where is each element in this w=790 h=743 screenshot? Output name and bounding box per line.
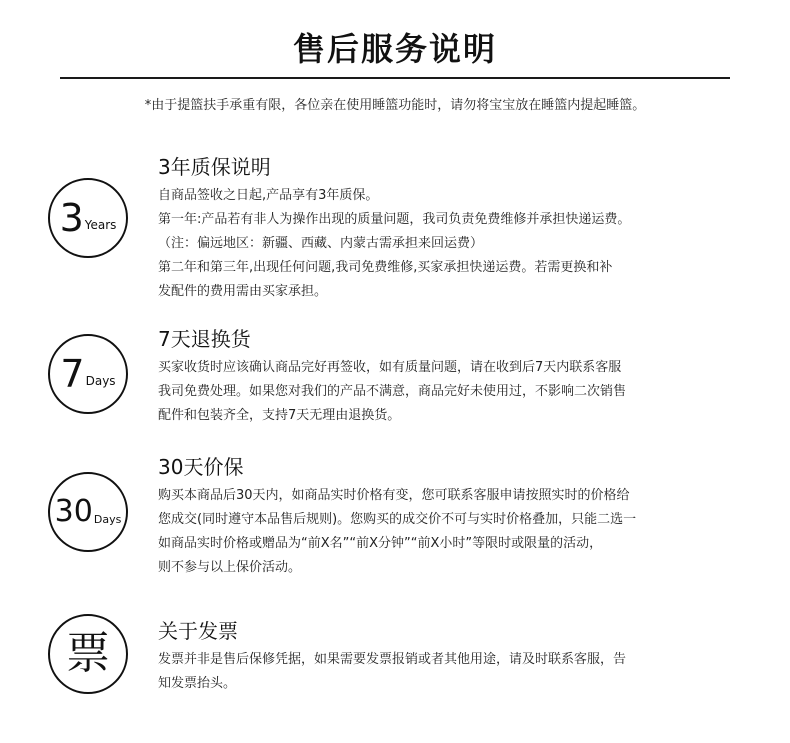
text-line: （注：偏远地区：新疆、西藏、内蒙古需承担来回运费） — [158, 236, 484, 251]
section-heading: 7天退换货 — [158, 327, 251, 351]
text-line: 知发票抬头。 — [158, 676, 237, 691]
text-line: 购买本商品后30天内，如商品实时价格有变，您可联系客服申请按照实时的价格给 — [158, 488, 630, 503]
section-heading: 关于发票 — [158, 619, 238, 643]
text-line: 发配件的费用需由买家承担。 — [158, 284, 328, 299]
text-line: 发票并非是售后保修凭据，如果需要发票报销或者其他用途，请及时联系客服，告 — [158, 652, 627, 667]
text-line: 买家收货时应该确认商品完好再签收，如有质量问题，请在收到后7天内联系客服 — [158, 360, 622, 375]
section-content — [158, 154, 748, 304]
section-content — [158, 326, 748, 428]
badge-unit: Days — [85, 374, 116, 388]
title-divider — [60, 77, 730, 79]
page-title: 售后服务说明 — [292, 30, 497, 68]
text-line: 如商品实时价格或赠品为“前X名”“前X分钟”“前X小时”等限时或限量的活动， — [158, 536, 603, 551]
section-content — [158, 454, 748, 580]
thirty-days-badge-icon — [48, 472, 128, 552]
three-years-badge-icon — [48, 178, 128, 258]
badge-unit: Years — [84, 218, 117, 232]
text-line: 第二年和第三年,出现任何问题,我司免费维修,买家承担快递运费。若需更换和补 — [158, 260, 613, 275]
badge-number: 7 — [60, 352, 85, 396]
text-line: 您成交(同时遵守本品售后规则)。您购买的成交价不可与实时价格叠加，只能二选一 — [158, 512, 637, 527]
text-line: 自商品签收之日起,产品享有3年质保。 — [158, 188, 379, 203]
handle-notice: *由于提篮扶手承重有限，各位亲在使用睡篮功能时，请勿将宝宝放在睡篮内提起睡篮。 — [144, 98, 646, 113]
section-content — [158, 618, 748, 696]
text-line: 我司免费处理。如果您对我们的产品不满意，商品完好未使用过，不影响二次销售 — [158, 384, 627, 399]
text-line: 配件和包装齐全，支持7天无理由退换货。 — [158, 408, 401, 423]
badge-unit: Days — [93, 512, 122, 526]
badge-character: 票 — [66, 628, 110, 679]
badge-number: 30 — [54, 494, 93, 529]
text-line: 第一年:产品若有非人为操作出现的质量问题，我司负责免费维修并承担快递运费。 — [158, 212, 631, 227]
text-line: 则不参与以上保价活动。 — [158, 560, 302, 575]
section-heading: 3年质保说明 — [158, 155, 271, 179]
section-heading: 30天价保 — [158, 455, 244, 479]
invoice-badge-icon — [48, 614, 128, 694]
seven-days-badge-icon — [48, 334, 128, 414]
badge-number: 3 — [59, 196, 84, 240]
